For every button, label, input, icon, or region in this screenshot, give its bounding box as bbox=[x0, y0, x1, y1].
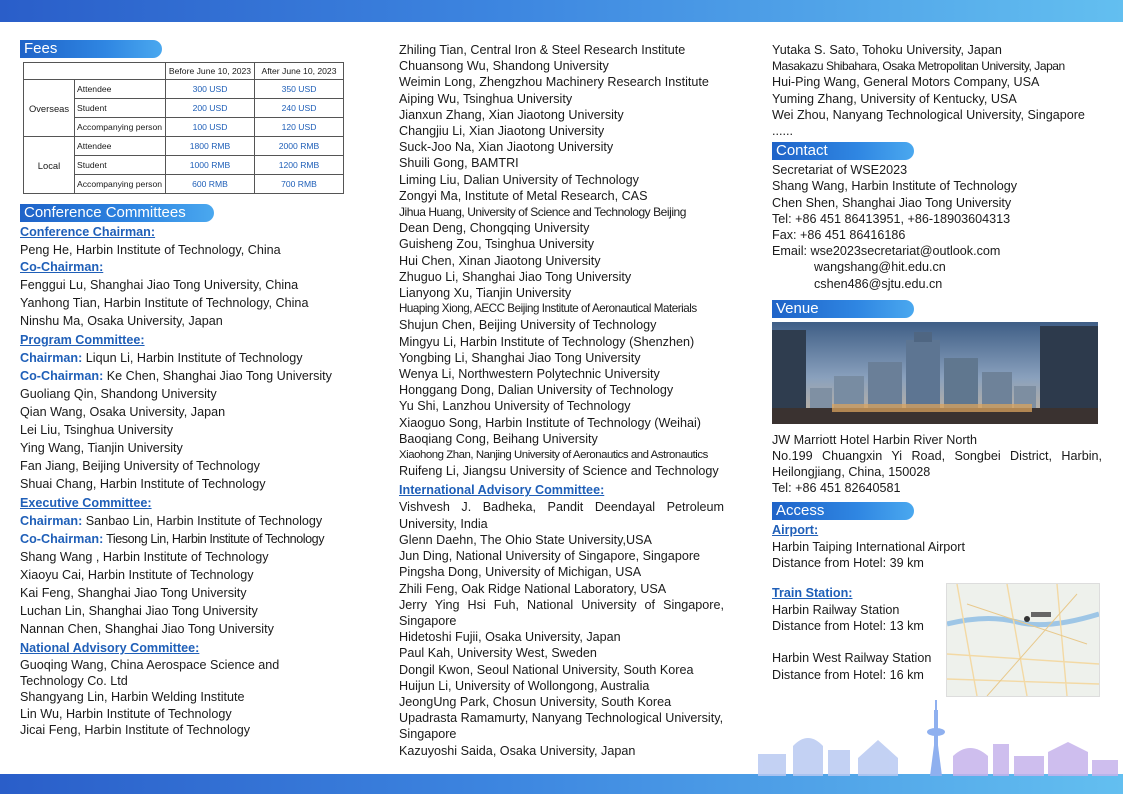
fees-type: Attendee bbox=[75, 137, 166, 156]
contact-line: Fax: +86 451 86416186 bbox=[772, 228, 906, 243]
international-member: JeongUng Park, Chosun University, South Korea bbox=[399, 694, 672, 709]
fees-value: 1000 RMB bbox=[166, 156, 255, 175]
program-member: Guoliang Qin, Shandong University bbox=[20, 387, 217, 401]
fees-value: 300 USD bbox=[166, 80, 255, 99]
fees-value: 1800 RMB bbox=[166, 137, 255, 156]
fees-value: 240 USD bbox=[255, 99, 344, 118]
fees-value: 700 RMB bbox=[255, 175, 344, 194]
executive-member: Nannan Chen, Shanghai Jiao Tong University bbox=[20, 622, 274, 636]
fees-value: 600 RMB bbox=[166, 175, 255, 194]
conference-chairman-title: Conference Chairman: bbox=[20, 225, 156, 239]
fees-value: 2000 RMB bbox=[255, 137, 344, 156]
airport-title: Airport: bbox=[772, 522, 819, 537]
international-member: Huijun Li, University of Wollongong, Australia bbox=[399, 678, 650, 693]
contact-line: Secretariat of WSE2023 bbox=[772, 163, 908, 178]
cochairman-item: Yanhong Tian, Harbin Institute of Technology, China bbox=[20, 296, 309, 310]
international-member: Paul Kah, University West, Sweden bbox=[399, 646, 597, 661]
venue-address: No.199 Chuangxin Yi Road, Songbei District, Harbin, Heilongjiang, China, 150028 bbox=[772, 449, 1102, 480]
national-member: Weimin Long, Zhengzhou Machinery Research Institute bbox=[399, 75, 709, 90]
conference-chairman: Peng He, Harbin Institute of Technology, China bbox=[20, 243, 281, 257]
national-member: Xiaoguo Song, Harbin Institute of Technology (Weihai) bbox=[399, 415, 701, 430]
program-chairman bbox=[20, 349, 355, 367]
contact-line: Tel: +86 451 86413951, +86-18903604313 bbox=[772, 211, 1011, 226]
international-committee-title: International Advisory Committee: bbox=[399, 483, 605, 498]
national-member: Yu Shi, Lanzhou University of Technology bbox=[399, 399, 631, 414]
fees-type: Attendee bbox=[75, 80, 166, 99]
national-member: Shuili Gong, BAMTRI bbox=[399, 156, 519, 171]
national-member: Guoqing Wang, China Aerospace Science and bbox=[20, 658, 280, 672]
national-member: Dean Deng, Chongqing University bbox=[399, 221, 590, 236]
national-member: Zhiling Tian, Central Iron & Steel Research Institute bbox=[399, 43, 686, 57]
train-station-distance: Distance from Hotel: 13 km bbox=[772, 619, 924, 634]
international-member: Zhili Feng, Oak Ridge National Laboratory, USA bbox=[399, 581, 667, 596]
program-committee-title: Program Committee: bbox=[20, 333, 145, 347]
national-member: Technology Co. Ltd bbox=[20, 674, 128, 689]
program-member: Lei Liu, Tsinghua University bbox=[20, 423, 174, 437]
map-thumbnail[interactable] bbox=[946, 583, 1100, 697]
international-member: Hidetoshi Fujii, Osaka University, Japan bbox=[399, 630, 621, 645]
program-cochairman-label: Co-Chairman: bbox=[20, 369, 104, 383]
national-member: Jianxun Zhang, Xian Jiaotong University bbox=[399, 107, 624, 122]
contact-email[interactable]: cshen486@sjtu.edu.cn bbox=[814, 276, 943, 291]
international-member: Wei Zhou, Nanyang Technological University, Singapore bbox=[772, 107, 1085, 122]
international-member: Yuming Zhang, University of Kentucky, USA bbox=[772, 91, 1017, 106]
international-member: Yutaka S. Sato, Tohoku University, Japan bbox=[772, 43, 1002, 57]
program-member: Ying Wang, Tianjin University bbox=[20, 441, 183, 455]
access-heading: Access bbox=[772, 502, 914, 520]
train-station-name: Harbin Railway Station bbox=[772, 603, 900, 618]
executive-cochairman-name: Tiesong Lin, Harbin Institute of Technology bbox=[103, 532, 325, 546]
executive-member: Xiaoyu Cai, Harbin Institute of Technology bbox=[20, 568, 254, 582]
contact-line: Chen Shen, Shanghai Jiao Tong University bbox=[772, 195, 1012, 210]
international-member: Vishvesh J. Badheka, Pandit Deendayal Petroleum University, India bbox=[399, 500, 724, 531]
national-member: Baoqiang Cong, Beihang University bbox=[399, 431, 598, 446]
contact-email[interactable]: wangshang@hit.edu.cn bbox=[814, 260, 946, 275]
fees-value: 100 USD bbox=[166, 118, 255, 137]
national-member: Suck-Joo Na, Xian Jiaotong University bbox=[399, 140, 614, 155]
program-cochairman bbox=[20, 367, 355, 385]
program-chairman-label: Chairman: bbox=[20, 351, 83, 365]
fees-type: Student bbox=[75, 99, 166, 118]
international-member: Dongil Kwon, Seoul National University, South Korea bbox=[399, 662, 694, 677]
executive-member: Kai Feng, Shanghai Jiao Tong University bbox=[20, 586, 247, 600]
airport-name: Harbin Taiping International Airport bbox=[772, 539, 965, 554]
national-member: Shangyang Lin, Harbin Welding Institute bbox=[20, 690, 245, 705]
executive-chairman-name: Sanbao Lin, Harbin Institute of Technology bbox=[82, 514, 323, 528]
contact-line: Shang Wang, Harbin Institute of Technology bbox=[772, 179, 1018, 194]
executive-chairman bbox=[20, 512, 355, 530]
international-member: Kazuyoshi Saida, Osaka University, Japan bbox=[399, 743, 636, 758]
contact-heading: Contact bbox=[772, 142, 914, 160]
venue-line: Tel: +86 451 82640581 bbox=[772, 481, 901, 496]
national-member: Honggang Dong, Dalian University of Technology bbox=[399, 383, 674, 398]
national-member: Lin Wu, Harbin Institute of Technology bbox=[20, 706, 232, 721]
top-band bbox=[0, 0, 1123, 22]
west-station-distance: Distance from Hotel: 16 km bbox=[772, 667, 924, 682]
fees-heading: Fees bbox=[20, 40, 162, 58]
national-member: Ruifeng Li, Jiangsu University of Science and Technology bbox=[399, 464, 719, 479]
national-committee-title: National Advisory Committee: bbox=[20, 641, 200, 655]
national-member: Mingyu Li, Harbin Institute of Technology (Shenzhen) bbox=[399, 334, 695, 349]
national-member: Yongbing Li, Shanghai Jiao Tong University bbox=[399, 350, 641, 365]
national-member: Wenya Li, Northwestern Polytechnic University bbox=[399, 367, 660, 382]
west-station-name: Harbin West Railway Station bbox=[772, 651, 932, 666]
national-member: Xiaohong Zhan, Nanjing University of Aeronautics and Astronautics bbox=[399, 449, 708, 462]
hotel-photo bbox=[772, 322, 1098, 424]
fees-value: 350 USD bbox=[255, 80, 344, 99]
executive-member: Shang Wang , Harbin Institute of Technology bbox=[20, 550, 269, 564]
international-member: Masakazu Shibahara, Osaka Metropolitan University, Japan bbox=[772, 59, 1065, 74]
executive-committee-title: Executive Committee: bbox=[20, 496, 152, 510]
national-member: Liming Liu, Dalian University of Technology bbox=[399, 172, 639, 187]
fees-group-local: Local bbox=[24, 137, 75, 194]
fees-table bbox=[23, 62, 344, 194]
program-cochairman-name: Ke Chen, Shanghai Jiao Tong University bbox=[103, 369, 332, 383]
national-member: Shujun Chen, Beijing University of Technology bbox=[399, 318, 657, 333]
international-member: Glenn Daehn, The Ohio State University,USA bbox=[399, 532, 652, 547]
national-member: Huaping Xiong, AECC Beijing Institute of Aeronautical Materials bbox=[399, 302, 697, 316]
national-member: Zhuguo Li, Shanghai Jiao Tong University bbox=[399, 269, 632, 284]
fees-group-overseas: Overseas bbox=[24, 80, 75, 137]
national-member: Hui Chen, Xinan Jiaotong University bbox=[399, 253, 601, 268]
cochairman-title: Co-Chairman: bbox=[20, 260, 104, 274]
fees-value: 120 USD bbox=[255, 118, 344, 137]
international-member: Jerry Ying Hsi Fuh, National University of Singapore, Singapore bbox=[399, 597, 724, 628]
international-member: Jun Ding, National University of Singapore, Singapore bbox=[399, 549, 701, 564]
contact-email[interactable]: Email: wse2023secretariat@outlook.com bbox=[772, 244, 1001, 259]
fees-header-after: After June 10, 2023 bbox=[255, 63, 344, 80]
program-member: Shuai Chang, Harbin Institute of Technology bbox=[20, 477, 266, 491]
executive-cochairman-label: Co-Chairman: bbox=[20, 532, 104, 546]
left-column bbox=[20, 40, 355, 738]
national-member: Jihua Huang, University of Science and Technology Beijing bbox=[399, 205, 686, 220]
national-member: Zongyi Ma, Institute of Metal Research, CAS bbox=[399, 188, 648, 203]
fees-value: 200 USD bbox=[166, 99, 255, 118]
airport-distance: Distance from Hotel: 39 km bbox=[772, 555, 924, 570]
fees-type: Accompanying person bbox=[75, 175, 166, 194]
fees-header-before: Before June 10, 2023 bbox=[166, 63, 255, 80]
international-member: Hui-Ping Wang, General Motors Company, USA bbox=[772, 75, 1040, 90]
national-member: Changjiu Li, Xian Jiaotong University bbox=[399, 124, 605, 139]
train-title: Train Station: bbox=[772, 586, 853, 601]
international-member: Pingsha Dong, University of Michigan, USA bbox=[399, 565, 642, 580]
middle-column bbox=[399, 42, 724, 759]
committees-heading: Conference Committees bbox=[20, 204, 214, 222]
program-member: Qian Wang, Osaka University, Japan bbox=[20, 405, 226, 419]
international-member: ...... bbox=[772, 124, 793, 139]
national-member: Guisheng Zou, Tsinghua University bbox=[399, 237, 595, 252]
executive-chairman-label: Chairman: bbox=[20, 514, 83, 528]
national-member: Chuansong Wu, Shandong University bbox=[399, 59, 609, 74]
right-column bbox=[772, 42, 1102, 683]
executive-cochairman bbox=[20, 530, 355, 548]
cochairman-item: Ninshu Ma, Osaka University, Japan bbox=[20, 314, 223, 328]
city-skyline-graphic bbox=[748, 700, 1123, 776]
fees-corner bbox=[24, 63, 166, 80]
venue-line: JW Marriott Hotel Harbin River North bbox=[772, 432, 978, 447]
international-member: Upadrasta Ramamurty, Nanyang Technological University, Singapore bbox=[399, 711, 724, 742]
program-chairman-name: Liqun Li, Harbin Institute of Technology bbox=[82, 351, 303, 365]
program-member: Fan Jiang, Beijing University of Technology bbox=[20, 459, 260, 473]
fees-type: Student bbox=[75, 156, 166, 175]
national-member: Lianyong Xu, Tianjin University bbox=[399, 286, 572, 301]
cochairman-item: Fenggui Lu, Shanghai Jiao Tong University, China bbox=[20, 278, 299, 292]
fees-value: 1200 RMB bbox=[255, 156, 344, 175]
executive-member: Luchan Lin, Shanghai Jiao Tong University bbox=[20, 604, 258, 618]
bottom-band bbox=[0, 774, 1123, 794]
venue-heading: Venue bbox=[772, 300, 914, 318]
national-member: Jicai Feng, Harbin Institute of Technology bbox=[20, 722, 251, 737]
fees-type: Accompanying person bbox=[75, 118, 166, 137]
national-member: Aiping Wu, Tsinghua University bbox=[399, 91, 573, 106]
